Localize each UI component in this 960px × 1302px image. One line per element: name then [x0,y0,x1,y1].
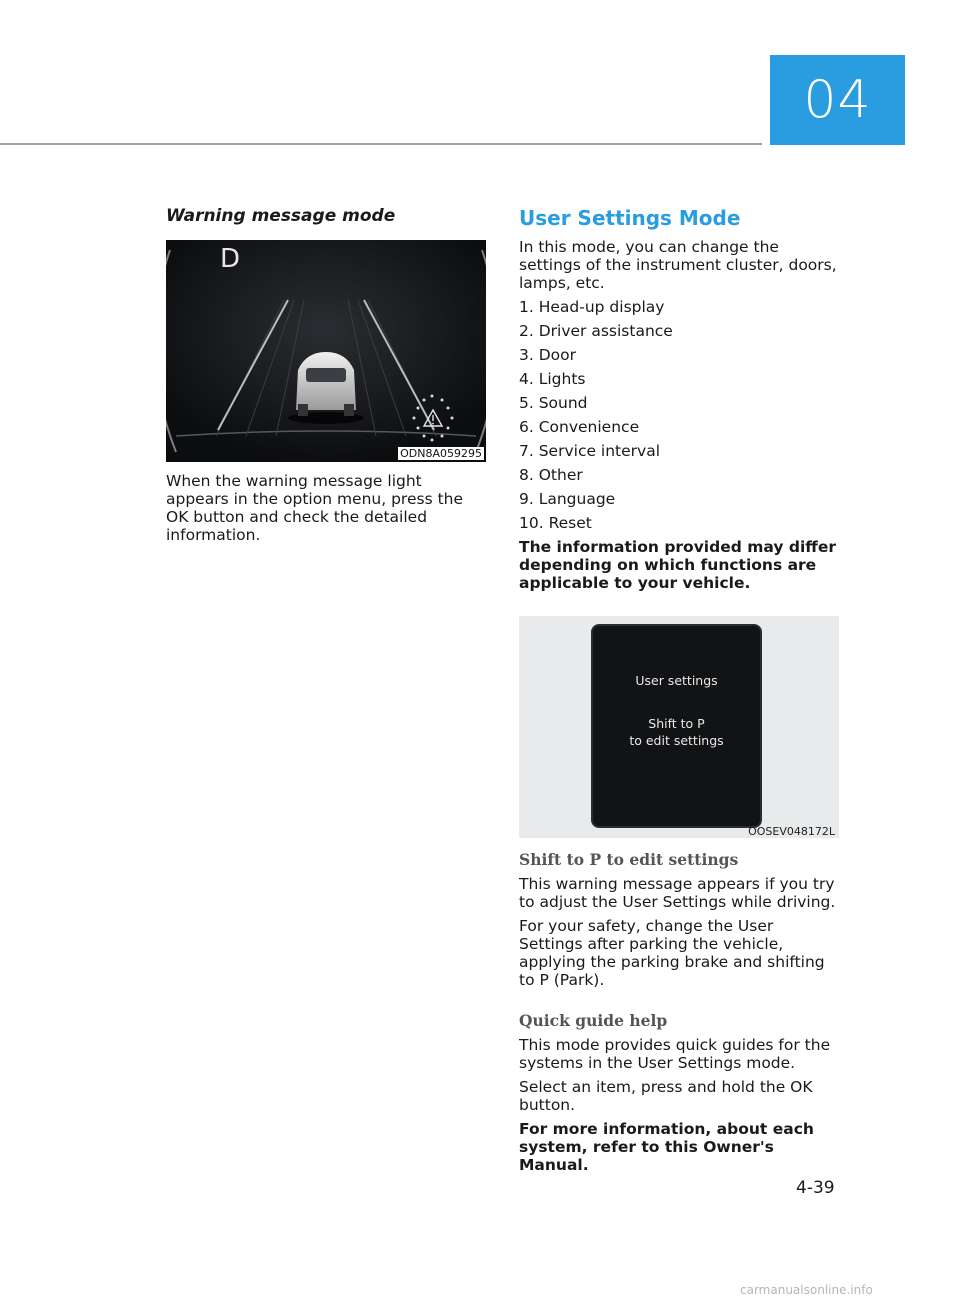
chapter-tab: 04 [770,55,905,145]
quick-guide-heading: Quick guide help [519,1011,668,1030]
cluster-screen [593,626,760,826]
screen-message [593,715,760,749]
list-item: 7. Service interval [519,442,661,460]
figure-code: ODN8A059295 [400,447,482,460]
list-item: 4. Lights [519,370,586,388]
list-item: 5. Sound [519,394,588,412]
list-item: 9. Language [519,490,616,508]
watermark: carmanualsonline.info [740,1283,873,1297]
gear-indicator: D [220,244,241,274]
list-item: 3. Door [519,346,576,364]
figure-code: OOSEV048172L [748,825,835,838]
section-title: User Settings Mode [519,206,741,230]
shift-text: For your safety, change the User Settings after parking the vehicle, applying the parking brake and shifting to P (Park). [519,917,825,989]
list-item: 8. Other [519,466,583,484]
right-column [519,206,839,1180]
shift-heading: Shift to P to edit settings [519,850,739,869]
screen-title: User settings [635,673,718,688]
page-number: 4-39 [796,1178,835,1198]
screen-message-line: Shift to P [648,716,705,731]
intro-text: In this mode, you can change the settings of the instrument cluster, doors, lamps, etc. [519,238,837,292]
warning-mode-text: When the warning message light appears in the option menu, press the OK button and check the detailed information. [166,472,464,544]
user-settings-figure [519,616,839,838]
warning-mode-heading: Warning message mode [166,206,396,226]
shift-text: This warning message appears if you try to adjust the User Settings while driving. [519,875,836,911]
settings-list [519,298,839,532]
left-column [166,206,486,550]
availability-note: The information provided may differ depending on which functions are applicable to your vehicle. [519,538,836,592]
quick-guide-text: Select an item, press and hold the OK button. [519,1078,813,1114]
cluster-warning-figure [166,240,486,462]
list-item: 2. Driver assistance [519,322,673,340]
screen-message-line: to edit settings [629,733,724,748]
quick-guide-text: This mode provides quick guides for the systems in the User Settings mode. [519,1036,831,1072]
list-item: 10. Reset [519,514,592,532]
header-rule [0,143,762,145]
list-item: 1. Head-up display [519,298,665,316]
list-item: 6. Convenience [519,418,640,436]
cluster-illustration [166,240,486,462]
quick-guide-note: For more information, about each system, refer to this Owner's Manual. [519,1120,814,1174]
